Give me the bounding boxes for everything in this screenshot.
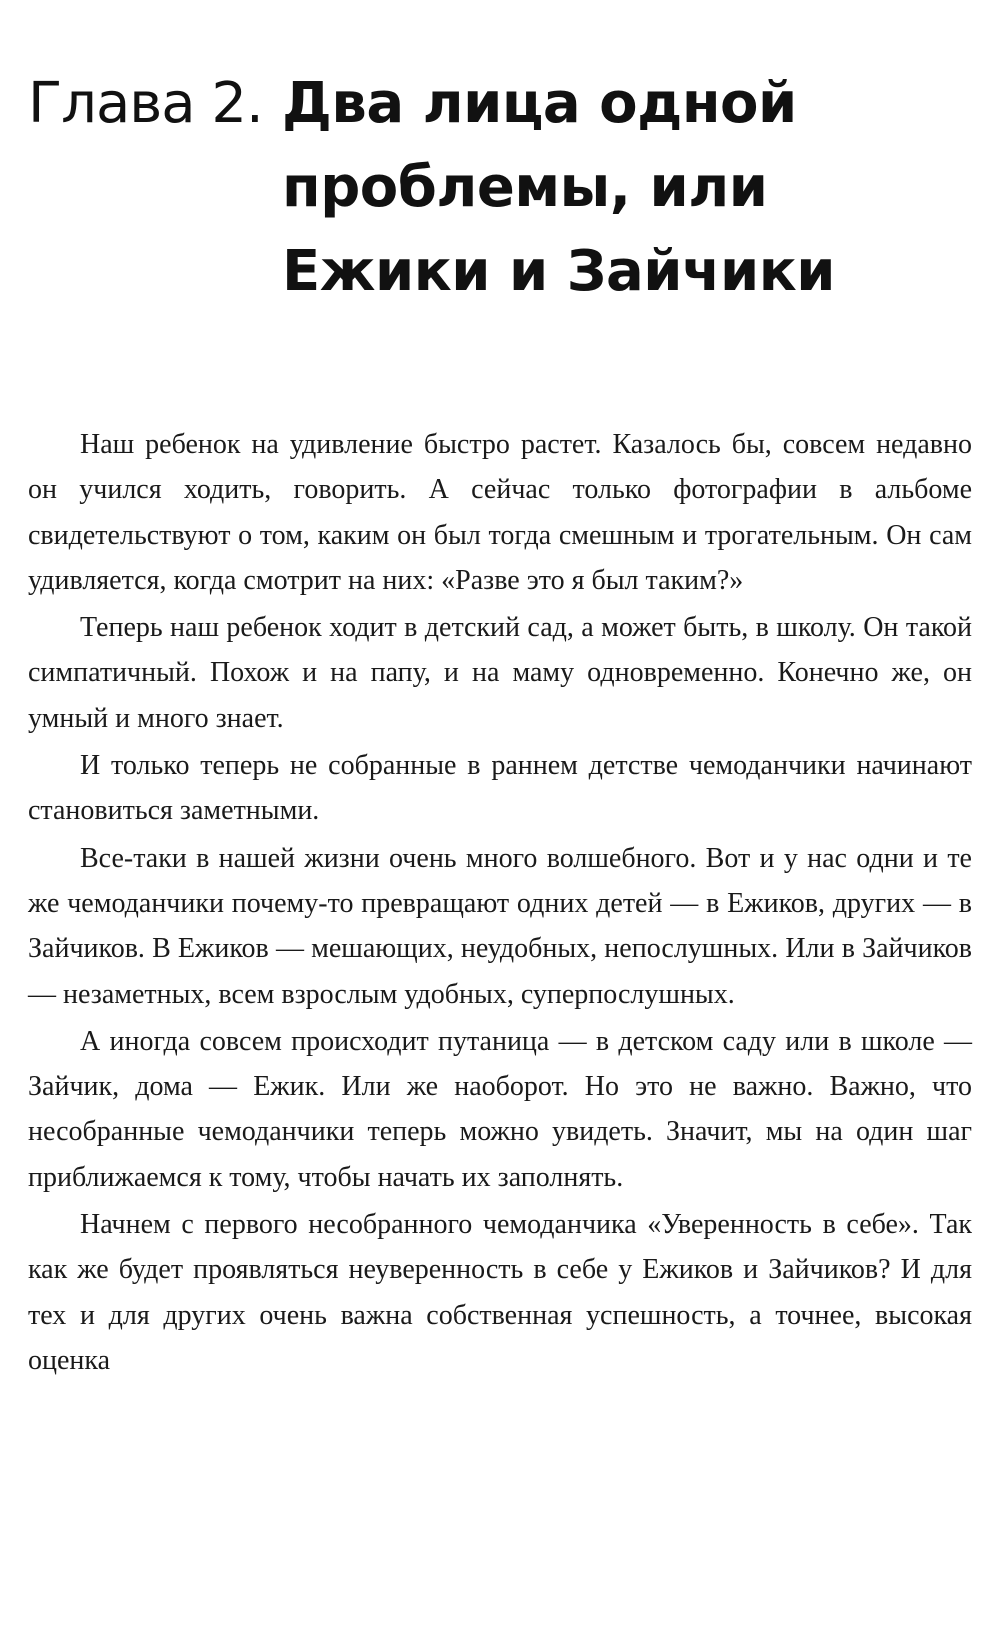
chapter-title [282, 62, 835, 314]
paragraph: Все-таки в нашей жизни очень много волшебного. Вот и у нас одни и те же чемоданчики почему-то превращают одних детей — в Ежиков, других — в Зайчиков. В Ежиков — мешающих, неудобных, непослушных. Или в Зайчиков — незаметных, всем взрослым удобных, суперпослушных. [28, 842, 972, 1010]
chapter-title-line: проблемы, или [282, 155, 768, 220]
chapter-number: Глава 2. [28, 71, 263, 136]
paragraph: И только теперь не собранные в раннем детстве чемоданчики начинают становиться заметными. [28, 750, 972, 827]
chapter-title-line: Два лица одной [282, 71, 797, 136]
paragraph: Теперь наш ребенок ходит в детский сад, а может быть, в школу. Он такой симпатичный. Похож и на папу, и на маму одновременно. Конечно же, он умный и много знает. [28, 612, 972, 734]
chapter-body [28, 422, 972, 1383]
paragraph: А иногда совсем происходит путаница — в детском саду или в школе — Зайчик, дома — Ежик. Или же наоборот. Но это не важно. Важно, что несобранные чемоданчики теперь можно увидеть. Значит, мы на один шаг приближаемся к тому, чтобы начать их заполнять. [28, 1025, 972, 1193]
chapter-title-line: Ежики и Зайчики [282, 239, 835, 304]
paragraph: Начнем с первого несобранного чемоданчика «Уверенность в себе». Так как же будет проявляться неуверенность в себе у Ежиков и Зайчиков? И для тех и для других очень важна собственная успешность, а точнее, высокая оценка [28, 1209, 972, 1376]
paragraph: Наш ребенок на удивление быстро растет. Казалось бы, совсем недавно он учился ходить, говорить. А сейчас только фотографии в альбоме свидетельствуют о том, каким он был тогда смешным и трогательным. Он сам удивляется, когда смотрит на них: «Разве это я был таким?» [28, 429, 972, 596]
